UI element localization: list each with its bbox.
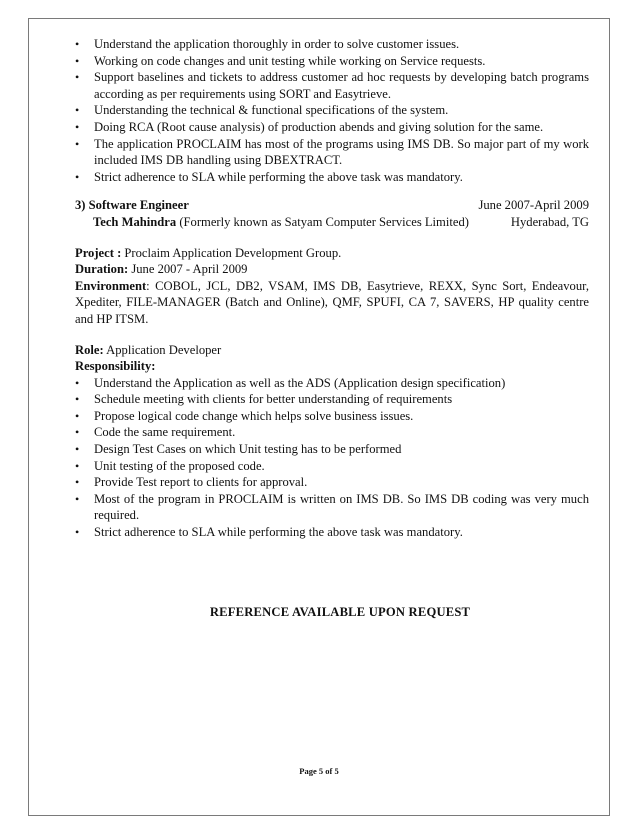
job-dates: June 2007-April 2009	[478, 198, 589, 213]
resume-content	[75, 36, 589, 619]
bullet-icon: •	[75, 525, 80, 540]
list-item: • Most of the program in PROCLAIM is written on IMS DB. So IMS DB coding was very much required.	[75, 491, 589, 523]
bullet-icon: •	[75, 392, 80, 407]
list-item: • Unit testing of the proposed code.	[75, 458, 265, 473]
bullet-icon: •	[75, 53, 80, 68]
list-item: • Provide Test report to clients for approval.	[75, 475, 308, 490]
list-item: • Understanding the technical & functional specifications of the system.	[75, 103, 449, 118]
bullet-icon: •	[75, 425, 80, 440]
role-value: Application Developer	[103, 342, 222, 357]
environment-line	[75, 278, 589, 328]
company-detail: (Formerly known as Satyam Computer Services Limited)	[179, 214, 469, 229]
company-line	[75, 214, 589, 231]
list-item: • Understand the application thoroughly in order to solve customer issues.	[75, 37, 460, 51]
duration-value: June 2007 - April 2009	[128, 262, 248, 277]
project-label: Project :	[75, 245, 122, 260]
page-number: Page 5 of 5	[299, 766, 339, 776]
list-item: • Strict adherence to SLA while performing the above task was mandatory.	[75, 525, 463, 540]
bullet-icon: •	[75, 119, 80, 134]
list-item: • Strict adherence to SLA while performing the above task was mandatory.	[75, 169, 463, 184]
list-item: • Working on code changes and unit testing while working on Service requests.	[75, 53, 486, 68]
list-item: • The application PROCLAIM has most of the programs using IMS DB. So major part of my work included IMS DB handling using DBEXTRACT.	[75, 136, 589, 168]
reference-note: REFERENCE AVAILABLE UPON REQUEST	[209, 605, 471, 619]
bullet-icon: •	[75, 136, 80, 151]
list-item: • Understand the Application as well as the ADS (Application design specification)	[75, 375, 506, 390]
bullet-icon: •	[75, 408, 80, 423]
bullet-icon: •	[75, 103, 80, 118]
job-title: 3) Software Engineer	[75, 198, 189, 213]
list-item: • Design Test Cases on which Unit testing has to be performed	[75, 442, 402, 457]
responsibility-bullet-list	[75, 375, 589, 541]
job-location: Hyderabad, TG	[510, 214, 589, 229]
list-item: • Code the same requirement.	[75, 425, 236, 440]
bullet-icon: •	[75, 70, 80, 85]
job-heading	[75, 197, 589, 214]
role-label: Role:	[75, 342, 104, 357]
list-item: • Propose logical code change which helps solve business issues.	[75, 408, 414, 423]
bullet-icon: •	[75, 37, 80, 51]
bullet-icon: •	[75, 491, 80, 506]
role-line	[75, 342, 589, 359]
company-name: Tech Mahindra	[93, 214, 177, 229]
project-line	[75, 245, 589, 262]
bullet-icon: •	[75, 458, 80, 473]
project-block	[75, 245, 589, 328]
list-item: • Support baselines and tickets to address customer ad hoc requests by developing batch programs according as per requirements using SORT and Easytrieve.	[75, 70, 589, 101]
bullet-icon: •	[75, 375, 80, 390]
role-block	[75, 342, 589, 541]
responsibility-label: Responsibility:	[75, 359, 156, 374]
bullet-icon: •	[75, 475, 80, 490]
bullet-icon: •	[75, 169, 80, 184]
list-item: • Doing RCA (Root cause analysis) of production abends and giving solution for the same.	[75, 119, 544, 134]
environment-label: Environment	[75, 278, 147, 293]
intro-bullet-list	[75, 36, 589, 185]
environment-value: : COBOL, JCL, DB2, VSAM, IMS DB, Easytrieve, REXX, Sync Sort, Endeavour, Xpediter, FILE-MANAGER (Batch and Online), QMF, SPUFI, CA 7, SAVERS, HP quality centre and HP ITSM.	[75, 278, 589, 326]
project-value: Proclaim Application Development Group.	[121, 245, 342, 260]
bullet-icon: •	[75, 442, 80, 457]
duration-line	[75, 261, 589, 278]
list-item: • Schedule meeting with clients for better understanding of requirements	[75, 392, 453, 407]
duration-label: Duration:	[75, 262, 129, 277]
